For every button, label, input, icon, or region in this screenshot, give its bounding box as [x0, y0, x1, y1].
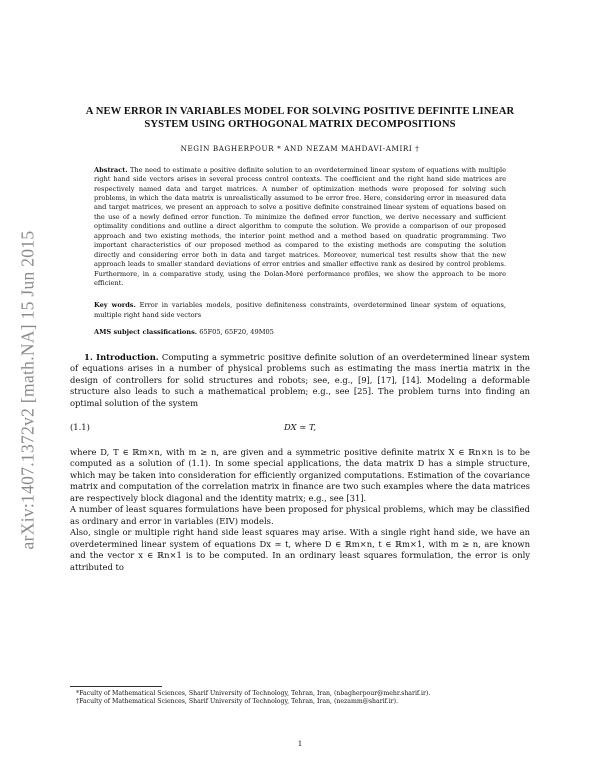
intro-paragraph-4: Also, single or multiple right hand side least squares may arise. With a single right hand side, we have an overdetermined linear system of equations Dx ≃ t, where D ∈ ℝm×n, t ∈ ℝm×1, with m ≥ n, are known and the vector x ∈ ℝn×1 is to be computed. In an ordinary least squares formulation, the error is only attributed to — [70, 527, 530, 572]
intro-paragraph-3: A number of least squares formulations have been proposed for physical problems, which may be classified as ordinary and error in variables (EIV) models. — [70, 504, 530, 526]
footnote-rule — [70, 686, 162, 687]
keywords-label: Key words. — [94, 301, 136, 310]
paper-authors: NEGIN BAGHERPOUR * AND NEZAM MAHDAVI-AMIRI † — [180, 143, 420, 153]
ams-text: 65F05, 65F20, 49M05 — [199, 328, 274, 337]
ams-classifications — [94, 328, 506, 337]
paper-title: A NEW ERROR IN VARIABLES MODEL FOR SOLVING POSITIVE DEFINITE LINEAR SYSTEM USING ORTHOGONAL MATRIX DECOMPOSITIONS — [85, 106, 515, 130]
intro-paragraph-1-text: Computing a symmetric positive definite solution of an overdetermined linear system of equations arises in a number of physical problems such as estimating the mass inertia matrix in the design of controllers for solid structures and robots; see, e.g., [9], [17], [14]. Modeling a deformable structure also leads to such a mathematical problem; e.g., see [25]. The problem turns into finding an optimal solution of the system — [70, 351, 530, 408]
intro-paragraph-2: where D, T ∈ ℝm×n, with m ≥ n, are given and a symmetric positive definite matrix X ∈ ℝn×n is to be computed as a solution of (1.1). In some special applications, the data matrix D has a simple structure, which may be taken into consideration for efficiently organized computations. Estimation of the covariance matrix and computation of the correlation matrix in finance are two such examples where the data matrices are respectively block diagonal and the identity matrix; e.g., see [31]. — [70, 446, 530, 503]
abstract-label: Abstract. — [94, 165, 128, 174]
footnote-1: *Faculty of Mathematical Sciences, Sharif University of Technology, Tehran, Iran, (nbagherpour@mehr.sharif.ir). — [76, 690, 431, 697]
abstract — [94, 166, 506, 289]
section-heading: 1. Introduction. — [84, 351, 159, 362]
paper-page — [70, 106, 530, 573]
equation-1-1 — [70, 422, 530, 434]
keywords — [94, 301, 506, 320]
equation-number: (1.1) — [70, 422, 90, 433]
footnote-2: †Faculty of Mathematical Sciences, Sharif University of Technology, Tehran, Iran, (nezamm@sharif.ir). — [76, 698, 399, 705]
keywords-text: Error in variables models, positive definiteness constraints, overdetermined linear system of equations, multiple right hand side vectors — [94, 301, 506, 319]
page-number: 1 — [297, 739, 303, 748]
arxiv-stamp-text: arXiv:1407.1372v2 [math.NA] 15 Jun 2015 — [17, 230, 38, 550]
arxiv-stamp — [14, 200, 42, 580]
ams-label: AMS subject classifications. — [94, 328, 198, 337]
equation-expression: DX ≃ T, — [283, 422, 317, 433]
footnotes — [70, 686, 530, 706]
abstract-text: The need to estimate a positive definite solution to an overdetermined linear system of equations with multiple right hand side vectors arises in several process control contexts. The coefficient and the right hand side matrices are respectively named data and target matrices. A number of optimization methods were proposed for solving such problems, in which the data matrix is unrealistically assumed to be error free. Here, considering error in measured data and target matrices, we present an approach to solve a positive definite constrained linear system of equations based on the use of a newly defined error function. To minimize the defined error function, we derive necessary and sufficient optimality conditions and outline a direct algorithm to compute the solution. We provide a comparison of our proposed approach and two existing methods, the interior point method and a method based on quadratic programming. Two important characteristics of our proposed method as compared to the existing methods are computing the solution directly and considering error both in data and target matrices. Moreover, numerical test results show that the new approach leads to smaller standard deviations of error entries and smaller effective rank as desired by control problems. Furthermore, in a comparative study, using the Dolan-Moré performance profiles, we show the approach to be more efficient. — [94, 165, 506, 288]
intro-paragraph-1 — [70, 352, 530, 410]
introduction-section — [70, 352, 530, 574]
